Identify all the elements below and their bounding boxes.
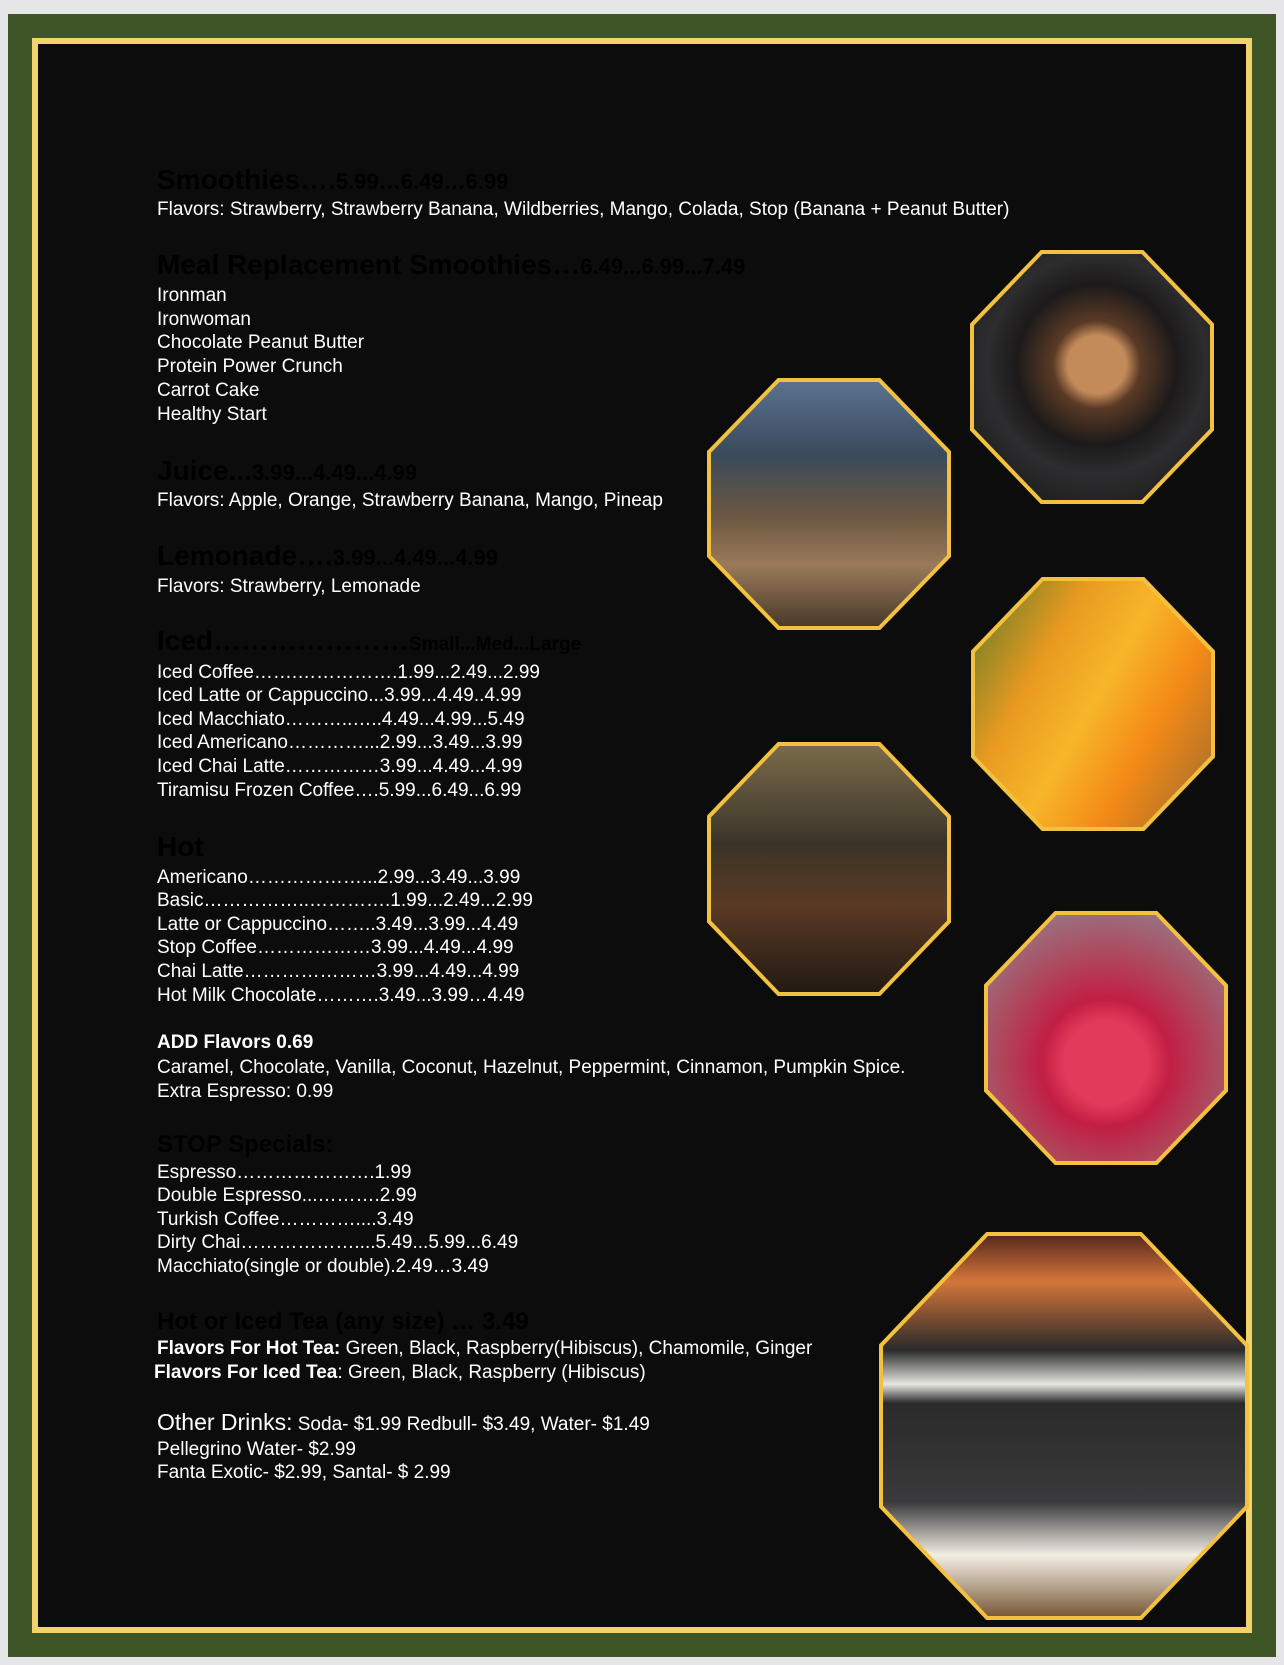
meal-replacement-heading xyxy=(157,249,745,281)
iced-item: Iced Coffee…….…………….1.99...2.49...2.99 xyxy=(157,662,540,683)
add-flavors-heading: ADD Flavors 0.69 xyxy=(157,1032,314,1053)
meal-item: Ironwoman xyxy=(157,309,251,330)
hot-tea-label: Flavors For Hot Tea: xyxy=(157,1338,341,1359)
hot-tea-flavors xyxy=(157,1338,812,1360)
iced-tea-label: Flavors For Iced Tea xyxy=(154,1362,338,1383)
berry-smoothie-photo xyxy=(984,911,1228,1165)
tea-heading: Hot or Iced Tea (any size) … 3.49 xyxy=(157,1308,529,1335)
hot-tea-list: Green, Black, Raspberry(Hibiscus), Chamomile, Ginger xyxy=(340,1338,813,1359)
special-item: Turkish Coffee…………....3.49 xyxy=(157,1209,414,1230)
turkish-coffee-photo xyxy=(707,742,951,996)
stop-specials-heading: STOP Specials: xyxy=(157,1131,334,1158)
iced-tea-list: : Green, Black, Raspberry (Hibiscus) xyxy=(337,1362,646,1383)
meal-item: Protein Power Crunch xyxy=(157,356,343,377)
smoothies-flavors: Flavors: Strawberry, Strawberry Banana, Wildberries, Mango, Colada, Stop (Banana + Peanut Butter) xyxy=(157,199,1010,220)
extra-espresso: Extra Espresso: 0.99 xyxy=(157,1081,334,1102)
smoothies-title: Smoothies…. xyxy=(157,164,336,195)
meal-item: Ironman xyxy=(157,285,227,306)
other-drinks-label: Other Drinks: xyxy=(157,1409,293,1435)
orange-juice-photo xyxy=(971,577,1215,831)
special-item: Espresso………………….1.99 xyxy=(157,1162,412,1183)
hot-item: Americano………………...2.99...3.49...3.99 xyxy=(157,867,521,888)
meal-item: Healthy Start xyxy=(157,404,267,425)
iced-title: Iced………………… xyxy=(157,625,410,656)
hot-item: Stop Coffee………………3.99...4.49...4.99 xyxy=(157,937,514,958)
meal-replacement-price: 6.49...6.99...7.49 xyxy=(580,254,746,279)
meal-item: Carrot Cake xyxy=(157,380,260,401)
juice-heading xyxy=(157,455,417,487)
iced-heading xyxy=(157,625,581,657)
pellegrino-line: Pellegrino Water- $2.99 xyxy=(157,1439,356,1460)
hot-item: Hot Milk Chocolate……….3.49...3.99…4.49 xyxy=(157,985,525,1006)
lemonade-flavors: Flavors: Strawberry, Lemonade xyxy=(157,576,421,597)
add-flavors-list: Caramel, Chocolate, Vanilla, Coconut, Hazelnut, Peppermint, Cinnamon, Pumpkin Spice. xyxy=(157,1057,906,1078)
iced-item: Iced Macchiato………..…..4.49...4.99...5.49 xyxy=(157,709,525,730)
smoothies-price: 5.99…6.49…6.99 xyxy=(335,169,509,194)
hot-item: Basic……………..………….1.99...2.49...2.99 xyxy=(157,890,533,911)
hot-item: Chai Latte…………………3.99...4.49...4.99 xyxy=(157,961,520,982)
milkshake-coffee-photo xyxy=(707,378,951,630)
lemonade-price: 3.99...4.49...4.99 xyxy=(332,545,498,570)
hot-item: Latte or Cappuccino……..3.49...3.99...4.49 xyxy=(157,914,519,935)
iced-item: Iced Chai Latte……………3.99...4.49...4.99 xyxy=(157,756,523,777)
juice-title: Juice... xyxy=(157,455,252,486)
smoothies-heading xyxy=(157,164,508,196)
special-item: Dirty Chai………………....5.49...5.99...6.49 xyxy=(157,1232,519,1253)
fanta-santal-line: Fanta Exotic- $2.99, Santal- $ 2.99 xyxy=(157,1462,451,1483)
hot-heading: Hot xyxy=(157,831,204,862)
iced-tea-flavors xyxy=(154,1362,646,1384)
juice-price: 3.99...4.49...4.99 xyxy=(251,460,418,485)
meal-replacement-title: Meal Replacement Smoothies… xyxy=(157,249,581,280)
lemonade-heading xyxy=(157,540,498,572)
iced-latte-jar-photo xyxy=(970,250,1214,504)
juice-flavors: Flavors: Apple, Orange, Strawberry Banana, Mango, Pineap xyxy=(157,490,663,511)
meal-item: Chocolate Peanut Butter xyxy=(157,332,365,353)
other-drinks-line xyxy=(157,1409,650,1436)
size-columns-label: Small...Med...Large xyxy=(409,634,582,655)
special-item: Double Espresso...……….2.99 xyxy=(157,1185,417,1206)
special-item: Macchiato(single or double).2.49…3.49 xyxy=(157,1256,489,1277)
iced-item: Tiramisu Frozen Coffee….5.99...6.49...6.99 xyxy=(157,780,522,801)
lemonade-title: Lemonade…. xyxy=(157,540,333,571)
iced-item: Iced Latte or Cappuccino...3.99...4.49..4.99 xyxy=(157,685,522,706)
latte-art-photo xyxy=(879,1232,1249,1620)
other-drinks-prices: Soda- $1.99 Redbull- $3.49, Water- $1.49 xyxy=(292,1414,650,1435)
iced-item: Iced Americano…………...2.99...3.49...3.99 xyxy=(157,732,523,753)
